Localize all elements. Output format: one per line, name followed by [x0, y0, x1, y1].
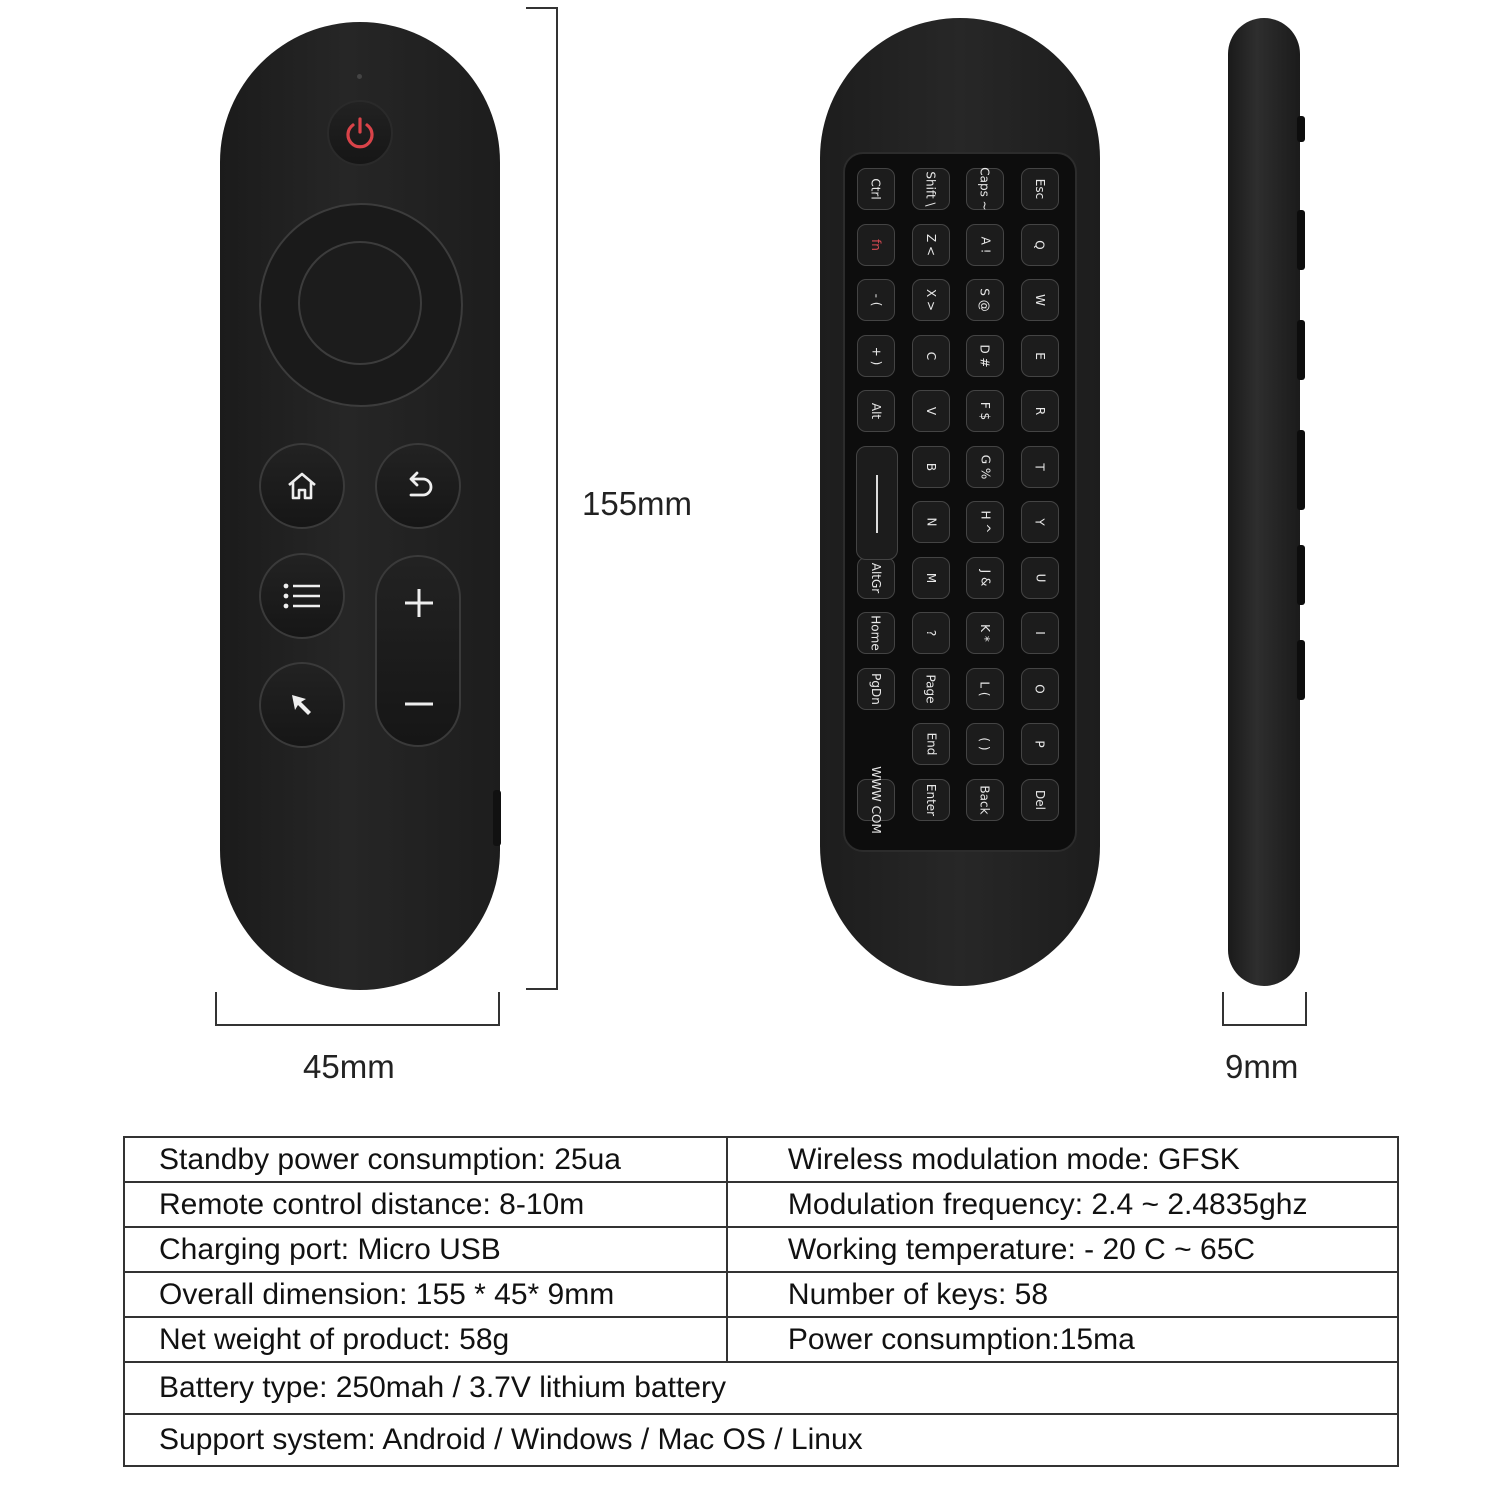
keyboard-key	[1021, 168, 1059, 210]
key-label: - (	[868, 293, 883, 307]
spec-cell-system: Support system: Android / Windows / Mac OS / Linux	[124, 1414, 1398, 1466]
keyboard-key	[912, 335, 950, 377]
key-label: K *	[978, 624, 992, 642]
key-label: O	[1032, 683, 1047, 694]
width-label: 45mm	[303, 1048, 395, 1085]
key-label: fn	[869, 238, 883, 251]
spec-cell: Modulation frequency: 2.4 ~ 2.4835ghz	[727, 1182, 1398, 1227]
key-label: U	[1032, 573, 1047, 582]
ok-button	[298, 241, 422, 365]
key-label: Shift \	[923, 171, 938, 207]
keyboard-key	[966, 335, 1004, 377]
keyboard-key	[966, 168, 1004, 210]
side-detail	[1297, 640, 1305, 700]
key-label: H ^	[978, 510, 992, 534]
key-label: R	[1033, 406, 1047, 416]
home-icon	[282, 466, 322, 506]
keyboard-key	[1021, 279, 1059, 321]
key-label: Q	[1032, 239, 1047, 250]
side-detail	[1297, 210, 1305, 270]
table-row	[124, 1317, 1398, 1362]
keyboard-key	[1021, 335, 1059, 377]
key-label: Caps ~	[978, 167, 993, 211]
height-dimension-line	[556, 7, 558, 990]
key-label: S @	[978, 288, 992, 312]
key-label: Enter	[924, 783, 938, 816]
table-row	[124, 1137, 1398, 1182]
dimension-tick	[526, 988, 558, 990]
dimension-tick	[526, 7, 558, 9]
table-row	[124, 1362, 1398, 1414]
keyboard-key	[966, 723, 1004, 765]
key-label: Y	[1033, 518, 1047, 526]
spec-cell: Standby power consumption: 25ua	[124, 1137, 727, 1182]
key-label: A !	[978, 236, 992, 253]
back-button	[375, 443, 461, 529]
menu-button	[259, 553, 345, 639]
dimension-tick	[498, 992, 500, 1026]
key-label: P	[1033, 740, 1047, 748]
keyboard-key	[912, 668, 950, 710]
keyboard-key	[966, 390, 1004, 432]
keyboard-key	[857, 335, 895, 377]
volume-rocker	[375, 555, 461, 747]
side-detail	[1297, 116, 1305, 142]
width-dimension-line	[215, 1024, 500, 1026]
key-label: + )	[869, 346, 883, 365]
keyboard-key	[966, 279, 1004, 321]
power-button	[327, 100, 393, 166]
keyboard-key	[966, 557, 1004, 599]
key-label: B	[923, 462, 938, 471]
keyboard-key	[1021, 557, 1059, 599]
spec-cell-battery: Battery type: 250mah / 3.7V lithium battery	[124, 1362, 1398, 1414]
keyboard-key	[1021, 224, 1059, 266]
keyboard-key	[857, 612, 895, 654]
key-label: End	[924, 732, 938, 756]
thickness-dimension-line	[1222, 1024, 1307, 1026]
spec-cell: Remote control distance: 8-10m	[124, 1182, 727, 1227]
key-label: X >	[924, 288, 938, 312]
back-icon	[398, 466, 438, 506]
keyboard-key	[966, 446, 1004, 488]
mouse-pointer-button	[259, 662, 345, 748]
table-row	[124, 1414, 1398, 1466]
keyboard-key	[912, 557, 950, 599]
key-label: E	[1033, 351, 1047, 360]
key-label: ( )	[978, 737, 992, 751]
key-label: G %	[977, 454, 992, 479]
side-detail	[1297, 320, 1305, 380]
spec-cell: Power consumption:15ma	[727, 1317, 1398, 1362]
keyboard-key	[857, 557, 895, 599]
keyboard-key	[857, 168, 895, 210]
key-label: F $	[977, 401, 992, 421]
spec-cell: Working temperature: - 20 C ~ 65C	[727, 1227, 1398, 1272]
key-label: I	[1032, 631, 1047, 635]
key-label: WWW COM	[869, 765, 883, 834]
thickness-label: 9mm	[1225, 1048, 1299, 1085]
remote-front-view	[220, 22, 500, 990]
key-label: L (	[978, 680, 992, 697]
side-detail	[1297, 545, 1305, 605]
keyboard-key	[912, 168, 950, 210]
keyboard-key	[857, 765, 895, 834]
spec-cell: Net weight of product: 58g	[124, 1317, 727, 1362]
power-icon	[340, 113, 380, 153]
key-label: M	[923, 572, 938, 583]
home-button	[259, 443, 345, 529]
spec-cell: Number of keys: 58	[727, 1272, 1398, 1317]
keyboard-key	[912, 779, 950, 821]
key-label: J &	[978, 569, 992, 586]
keyboard-key	[966, 501, 1004, 543]
menu-icon	[280, 576, 324, 616]
key-label: PgDn	[868, 672, 883, 705]
side-detail	[1297, 430, 1305, 510]
keyboard-key	[857, 390, 895, 432]
key-label: Back	[977, 784, 992, 815]
key-label: ?	[924, 629, 938, 637]
table-row	[124, 1227, 1398, 1272]
keyboard-key	[912, 279, 950, 321]
key-label: Alt	[869, 402, 883, 420]
keyboard-key	[912, 390, 950, 432]
key-label: Page	[924, 673, 938, 704]
keyboard-key	[1021, 446, 1059, 488]
indicator-led	[357, 74, 362, 79]
keyboard-key	[1021, 501, 1059, 543]
key-label: Z <	[924, 233, 938, 256]
keyboard-key	[1021, 723, 1059, 765]
side-switch	[493, 790, 501, 846]
keyboard-key	[912, 723, 950, 765]
minus-icon	[403, 688, 435, 720]
keyboard-key	[1021, 668, 1059, 710]
dimension-tick	[1222, 992, 1224, 1026]
keyboard-key	[966, 668, 1004, 710]
keyboard-key	[1021, 779, 1059, 821]
remote-side-view	[1228, 18, 1300, 986]
keyboard-key	[966, 612, 1004, 654]
keyboard-key	[912, 612, 950, 654]
key-label: Del	[1033, 789, 1047, 810]
keyboard-key	[912, 224, 950, 266]
pointer-icon	[284, 687, 320, 723]
space-key	[856, 446, 898, 560]
keyboard-key	[857, 279, 895, 321]
height-label: 155mm	[582, 485, 693, 522]
spec-cell: Wireless modulation mode: GFSK	[727, 1137, 1398, 1182]
keyboard-key	[1021, 390, 1059, 432]
keyboard-key	[912, 501, 950, 543]
key-label: AltGr	[868, 562, 883, 593]
keyboard-key	[1021, 612, 1059, 654]
keyboard-key	[857, 224, 895, 266]
keyboard-key	[912, 446, 950, 488]
keyboard-key	[857, 668, 895, 710]
dimension-tick	[1305, 992, 1307, 1026]
key-label: Home	[869, 615, 883, 651]
key-label: Ctrl	[868, 178, 883, 200]
key-label: T	[1033, 462, 1047, 471]
plus-icon	[403, 587, 435, 619]
key-label: C	[923, 351, 938, 360]
dimension-tick	[215, 992, 217, 1026]
table-row	[124, 1272, 1398, 1317]
table-row	[124, 1182, 1398, 1227]
spec-table	[123, 1136, 1399, 1467]
keyboard-key	[966, 779, 1004, 821]
key-label: W	[1033, 294, 1047, 306]
spec-cell: Charging port: Micro USB	[124, 1227, 727, 1272]
spec-cell: Overall dimension: 155 * 45* 9mm	[124, 1272, 727, 1317]
key-label: D #	[977, 343, 992, 368]
key-label: V	[924, 406, 938, 416]
keyboard-key	[966, 224, 1004, 266]
key-label: Esc	[1033, 178, 1047, 200]
key-label: N	[923, 517, 938, 527]
